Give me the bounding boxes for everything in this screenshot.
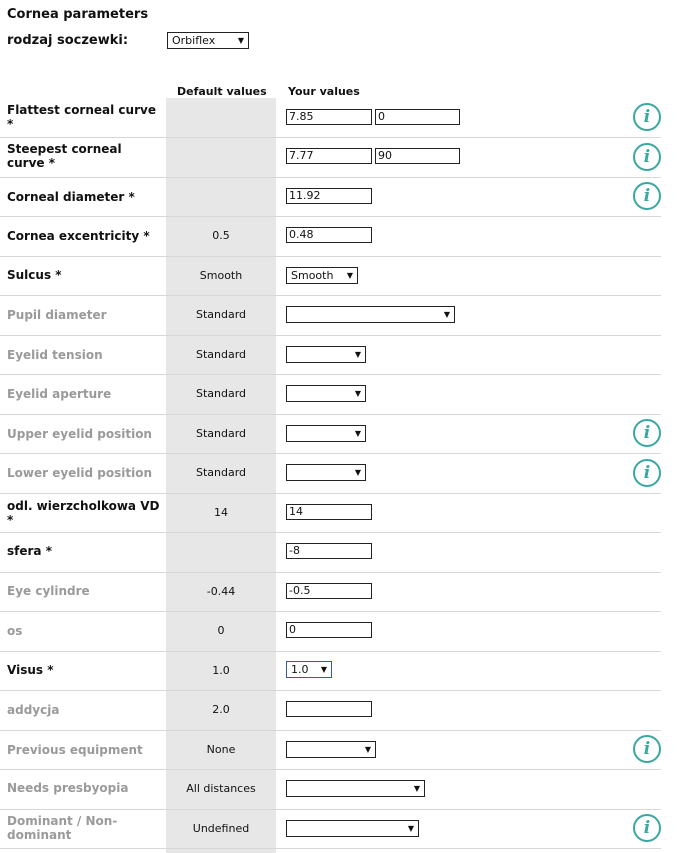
row-steepest-curve	[0, 138, 661, 178]
pupil-diameter-select[interactable]	[286, 306, 455, 323]
row-axis	[0, 612, 661, 652]
info-icon[interactable]: i	[633, 459, 661, 487]
row-label: Eyelid tension	[7, 348, 103, 362]
default-value: All distances	[186, 782, 256, 795]
row-label: addycja	[7, 703, 60, 717]
lens-type-select[interactable]	[167, 32, 249, 49]
default-value: 0	[217, 624, 225, 637]
row-label: Previous equipment	[7, 743, 143, 757]
info-icon[interactable]: i	[633, 814, 661, 842]
row-label: Flattest corneal curve *	[7, 103, 156, 131]
your-values-header: Your values	[288, 85, 360, 98]
row-label: Sulcus *	[7, 268, 62, 282]
visus-select[interactable]	[286, 661, 332, 678]
steepest-axis-input[interactable]: 90	[375, 148, 460, 164]
row-label: Steepest corneal curve *	[7, 142, 122, 170]
axis-input[interactable]: 0	[286, 622, 372, 638]
excentricity-input[interactable]: 0.48	[286, 227, 372, 243]
dropdown-arrow-icon: ▼	[237, 36, 244, 45]
info-icon[interactable]: i	[633, 182, 661, 210]
row-label: Needs presbyopia	[7, 781, 129, 795]
flattest-curve-input[interactable]: 7.85	[286, 109, 372, 125]
row-visus	[0, 652, 661, 691]
info-icon[interactable]: i	[633, 735, 661, 763]
default-value: Undefined	[192, 822, 250, 835]
row-label: Dominant / Non-dominant	[7, 814, 118, 842]
info-icon[interactable]: i	[633, 103, 661, 131]
default-value: 14	[214, 506, 228, 519]
default-value: 0.5	[212, 229, 230, 242]
default-value: Standard	[195, 466, 247, 479]
row-pupil-diameter	[0, 296, 661, 336]
dropdown-arrow-icon: ▼	[354, 429, 361, 438]
default-value: Standard	[195, 308, 247, 321]
dropdown-arrow-icon: ▼	[364, 745, 371, 754]
row-addition	[0, 691, 661, 731]
row-lower-eyelid-position	[0, 454, 661, 494]
row-vertex-distance	[0, 494, 661, 533]
default-value: -0.44	[206, 585, 236, 598]
eyelid-tension-select[interactable]	[286, 346, 366, 363]
default-value: Standard	[195, 427, 247, 440]
steepest-curve-input[interactable]: 7.77	[286, 148, 372, 164]
row-eyelid-aperture	[0, 375, 661, 415]
row-label: Visus *	[7, 663, 54, 677]
sulcus-value: Smooth	[291, 269, 334, 282]
dropdown-arrow-icon: ▼	[443, 310, 450, 319]
row-cornea-excentricity	[0, 217, 661, 257]
row-label: odl. wierzcholkowa VD *	[7, 499, 160, 527]
info-icon[interactable]: i	[633, 143, 661, 171]
dropdown-arrow-icon: ▼	[354, 350, 361, 359]
visus-value: 1.0	[291, 663, 309, 676]
row-needs-presbyopia	[0, 770, 661, 810]
row-label: Upper eyelid position	[7, 427, 152, 441]
row-corneal-diameter	[0, 178, 661, 217]
lens-type-label: rodzaj soczewki:	[7, 33, 129, 48]
row-sphere	[0, 533, 661, 573]
eyelid-aperture-select[interactable]	[286, 385, 366, 402]
default-value: 1.0	[212, 664, 230, 677]
dropdown-arrow-icon: ▼	[346, 271, 353, 280]
default-value: Standard	[195, 348, 247, 361]
lens-type-value: Orbiflex	[172, 34, 216, 47]
default-value: 2.0	[212, 703, 230, 716]
sphere-input[interactable]: -8	[286, 543, 372, 559]
row-label: os	[7, 624, 23, 638]
dropdown-arrow-icon: ▼	[354, 468, 361, 477]
row-label: Corneal diameter *	[7, 190, 135, 204]
cylinder-input[interactable]: -0.5	[286, 583, 372, 599]
dominant-select[interactable]	[286, 820, 419, 837]
row-label: Cornea excentricity *	[7, 229, 150, 243]
corneal-diameter-input[interactable]: 11.92	[286, 188, 372, 204]
row-label: sfera *	[7, 544, 52, 558]
dropdown-arrow-icon: ▼	[320, 665, 327, 674]
info-icon[interactable]: i	[633, 419, 661, 447]
row-previous-equipment	[0, 731, 661, 770]
row-label: Eyelid aperture	[7, 387, 112, 401]
row-label: Pupil diameter	[7, 308, 107, 322]
previous-equipment-select[interactable]	[286, 741, 376, 758]
dropdown-arrow-icon: ▼	[354, 389, 361, 398]
default-values-header: Default values	[177, 85, 267, 98]
row-eyelid-tension	[0, 336, 661, 375]
addition-input[interactable]	[286, 701, 372, 717]
vertex-distance-input[interactable]: 14	[286, 504, 372, 520]
dropdown-arrow-icon: ▼	[407, 824, 414, 833]
lower-eyelid-select[interactable]	[286, 464, 366, 481]
sulcus-select[interactable]	[286, 267, 358, 284]
row-sulcus	[0, 257, 661, 296]
row-flattest-curve	[0, 98, 661, 138]
dropdown-arrow-icon: ▼	[413, 784, 420, 793]
row-eye-cylindre	[0, 573, 661, 612]
default-value: Smooth	[199, 269, 243, 282]
row-label: Lower eyelid position	[7, 466, 153, 480]
row-label: Eye cylindre	[7, 584, 90, 598]
upper-eyelid-select[interactable]	[286, 425, 366, 442]
row-dominant	[0, 810, 661, 849]
flattest-axis-input[interactable]: 0	[375, 109, 460, 125]
default-value: Standard	[195, 387, 247, 400]
default-value: None	[206, 743, 236, 756]
row-upper-eyelid-position	[0, 415, 661, 454]
section-title: Cornea parameters	[7, 7, 149, 22]
needs-presbyopia-select[interactable]	[286, 780, 425, 797]
